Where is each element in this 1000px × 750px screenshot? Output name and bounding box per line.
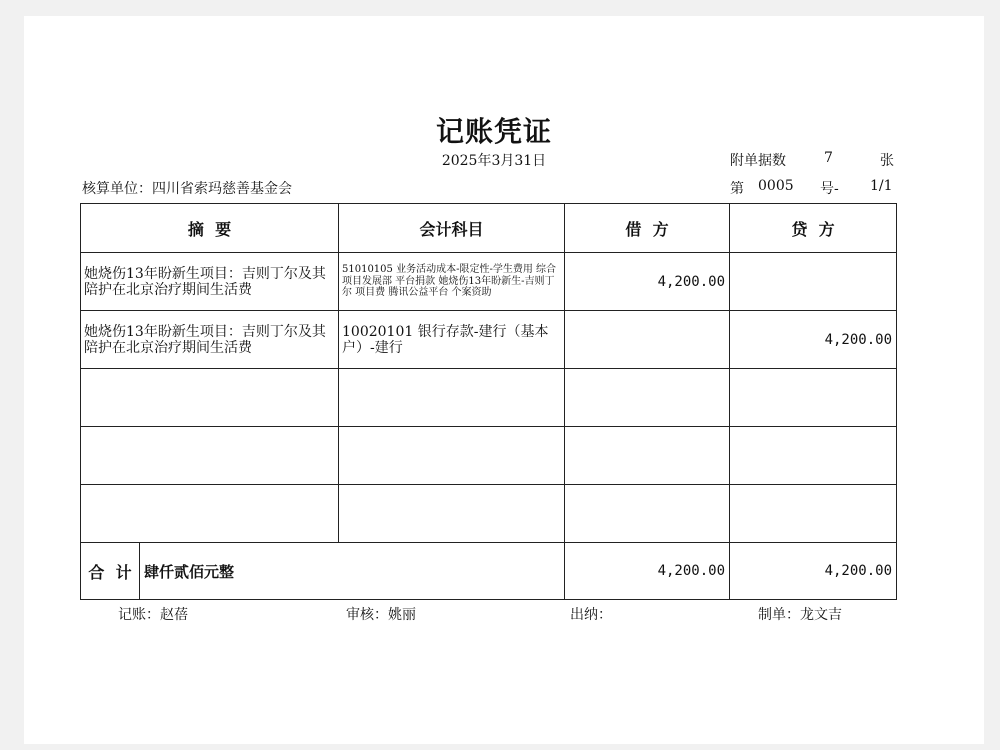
unit-name: 四川省索玛慈善基金会 [152,181,292,197]
empty-cell [339,427,565,485]
table-header-row [81,204,897,253]
row-credit: 4,200.00 [730,311,897,369]
cashier-label: 出纳： [570,607,612,623]
attachments-label: 附单据数 [730,153,786,169]
total-debit: 4,200.00 [565,543,730,600]
total-credit: 4,200.00 [730,543,897,600]
attachments-count: 7 [824,150,833,166]
bookkeeper-name: 赵蓓 [160,607,188,623]
preparer [758,604,842,624]
attachments-unit: 张 [880,153,894,169]
header-summary: 摘 要 [81,204,339,253]
row-summary: 她烧伤13年盼新生项目：吉则丁尔及其陪护在北京治疗期间生活费 [81,311,339,369]
empty-cell [81,427,339,485]
empty-cell [565,369,730,427]
empty-cell [565,485,730,543]
empty-cell [730,369,897,427]
row-account: 10020101 银行存款-建行（基本户）-建行 [339,311,565,369]
preparer-label: 制单： [758,607,800,623]
empty-cell [339,369,565,427]
total-label: 合 计 [81,543,140,599]
page-indicator: 1/1 [870,178,893,194]
table-row [81,253,897,311]
number-value: 0005 [758,178,794,194]
header-debit: 借 方 [565,204,730,253]
bookkeeper [118,604,188,624]
row-credit [730,253,897,311]
cashier [570,604,612,624]
total-row [81,543,897,600]
table-row [81,311,897,369]
header-account: 会计科目 [339,204,565,253]
row-account: 51010105 业务活动成本-限定性-学生费用 综合项目发展部 平台捐款 她烧伤13年盼新生-吉则丁尔 项目费 腾讯公益平台 个案资助 [339,253,565,311]
reviewer [346,604,416,624]
unit-label: 核算单位： [82,181,152,197]
bookkeeper-label: 记账： [118,607,160,623]
total-in-words: 肆仟贰佰元整 [144,562,235,581]
empty-cell [81,485,339,543]
row-debit [565,311,730,369]
empty-cell [730,427,897,485]
empty-cell [81,369,339,427]
header-credit: 贷 方 [730,204,897,253]
number-prefix: 第 [730,181,744,197]
empty-cell [730,485,897,543]
reviewer-name: 姚丽 [388,607,416,623]
accounting-unit [82,178,292,198]
preparer-name: 龙文吉 [800,607,842,623]
voucher-title: 记账凭证 [435,115,552,148]
empty-row [81,369,897,427]
empty-cell [339,485,565,543]
row-debit: 4,200.00 [565,253,730,311]
empty-row [81,427,897,485]
voucher-date: 2025年3月31日 [441,153,547,169]
row-summary: 她烧伤13年盼新生项目：吉则丁尔及其陪护在北京治疗期间生活费 [81,253,339,311]
number-suffix: 号- [820,181,839,197]
voucher-table [80,203,897,600]
empty-cell [565,427,730,485]
reviewer-label: 审核： [346,607,388,623]
total-cell [81,543,565,600]
empty-row [81,485,897,543]
